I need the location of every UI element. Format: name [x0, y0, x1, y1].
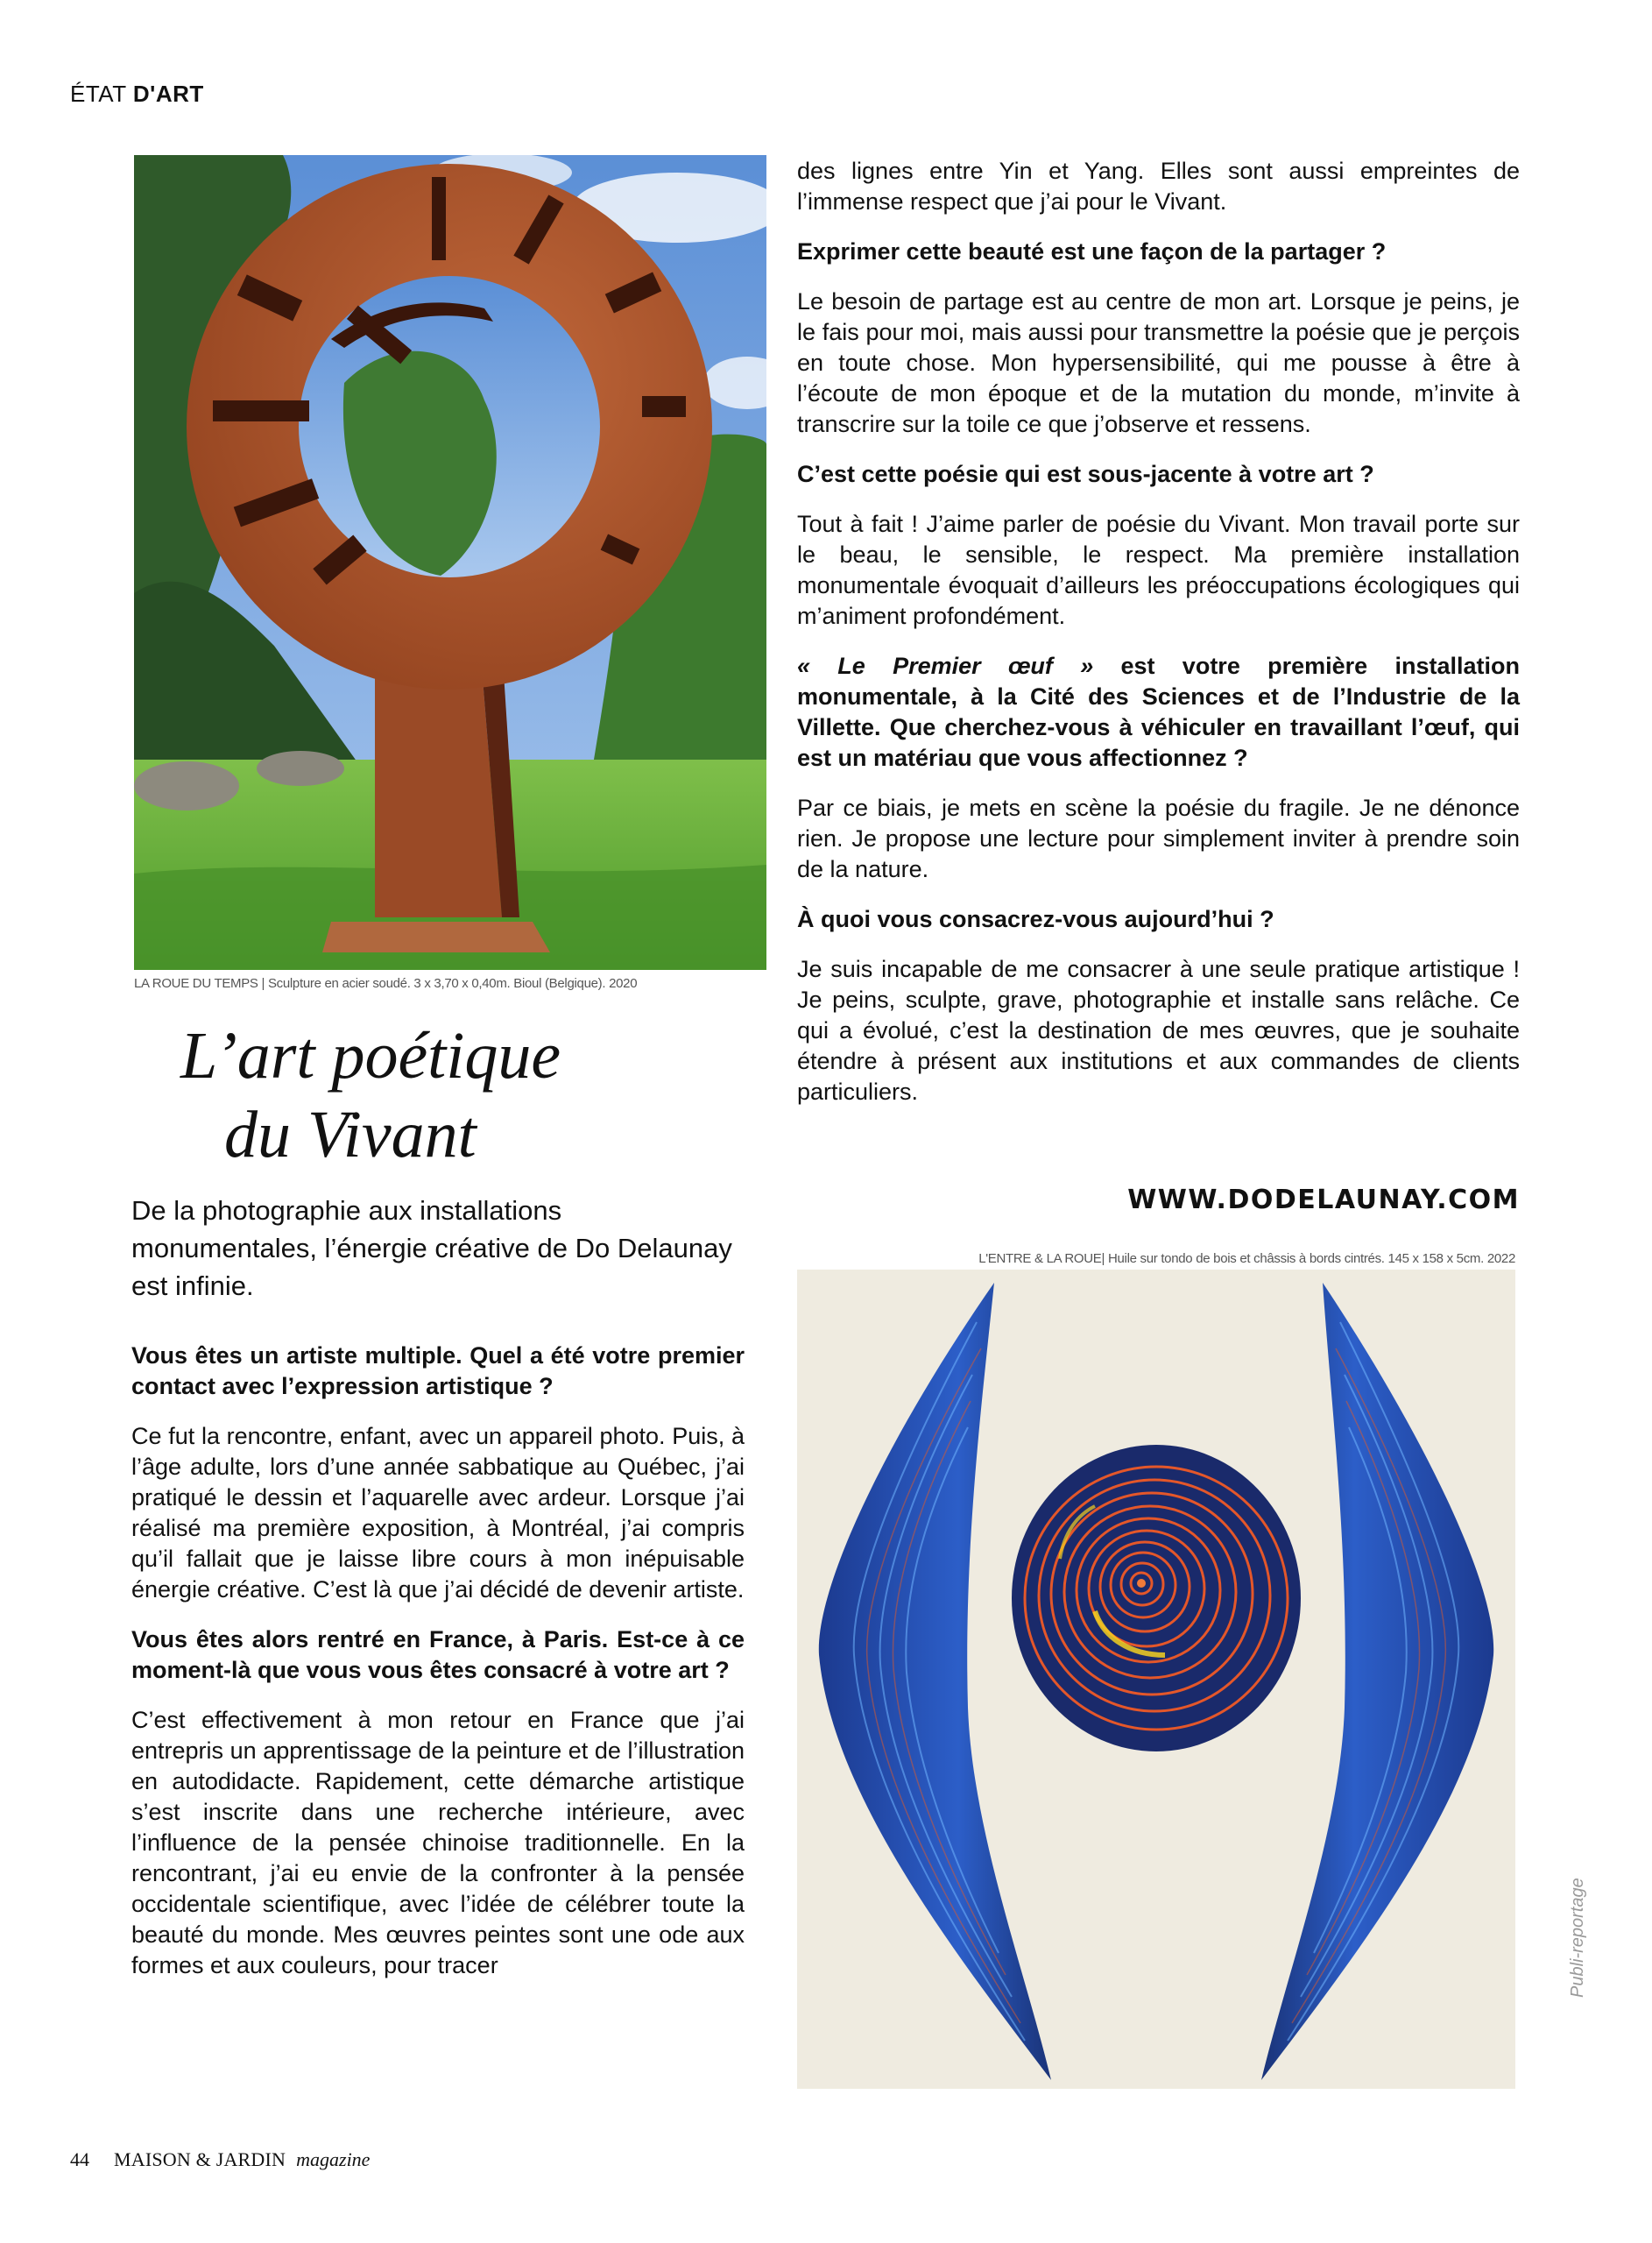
- rock: [257, 751, 344, 786]
- title-line-1: L’art poétique: [180, 1019, 561, 1093]
- page-number: 44: [70, 2148, 89, 2170]
- section-label-bold: D'ART: [132, 81, 204, 107]
- answer: Le besoin de partage est au centre de mon art. Lorsque je peins, je le fais pour moi, mais aussi pour transmettre la poésie que je perçois en toute chose. Mon hypersensibilité, qui me pousse à être à l’écoute de mon époque et de la mutation du monde, m’invite à transcrire sur la toile ce que j’observe et ressens.: [797, 288, 1520, 437]
- question: C’est cette poésie qui est sous-jacente à votre art ?: [797, 461, 1374, 487]
- answer: Ce fut la rencontre, enfant, avec un appareil photo. Puis, à l’âge adulte, lors d’une année sabbatique au Québec, j’ai pratiqué le dessin et l’aquarelle avec ardeur. Lorsque j’ai réalisé ma première exposition, à Montréal, j’ai compris qu’il fallait que je laisse libre cours à mon inépuisable énergie créative. C’est là que j’ai décidé de devenir artiste.: [131, 1423, 745, 1603]
- question: À quoi vous consacrez-vous aujourd’hui ?: [797, 906, 1274, 932]
- sculpture-photo: [134, 155, 766, 970]
- magazine-brand: MAISON & JARDIN: [114, 2148, 286, 2170]
- title-line-2: du Vivant: [224, 1098, 477, 1171]
- sculpture-caption: LA ROUE DU TEMPS | Sculpture en acier soudé. 3 x 3,70 x 0,40m. Bioul (Belgique). 2020: [134, 976, 638, 991]
- publi-reportage-label: Publi-reportage: [1568, 1878, 1587, 1998]
- question: Vous êtes alors rentré en France, à Paris. Est-ce à ce moment-là que vous vous êtes consacré à votre art ?: [131, 1626, 745, 1683]
- answer: C’est effectivement à mon retour en France que j’ai entrepris un apprentissage de la peinture et de l’illustration en autodidacte. Rapidement, cette démarche artistique s’est inscrite dans une recherche intérieure, avec l’influence de la pensée chinoise traditionnelle. En la rencontrant, j’ai eu envie de la confronter à la pensée occidentale scientifique, avec l’idée de célébrer toute la beauté du monde. Mes œuvres peintes sont une ode aux formes et aux couleurs, pour tracer: [131, 1707, 745, 1978]
- article-title: [123, 1016, 771, 1174]
- page-footer: [70, 2148, 370, 2171]
- answer: Par ce biais, je mets en scène la poésie du fragile. Je ne dénonce rien. Je propose une lecture pour simplement inviter à prendre soin de la nature.: [797, 795, 1520, 882]
- question: Exprimer cette beauté est une façon de la partager ?: [797, 238, 1387, 265]
- section-label-light: ÉTAT: [70, 81, 127, 107]
- right-column: [797, 156, 1520, 1127]
- painting-illustration: [797, 1270, 1515, 2089]
- answer: Tout à fait ! J’aime parler de poésie du Vivant. Mon travail porte sur le beau, le sensible, le respect. Ma première installation monumentale évoquait d’ailleurs les préoccupations écologiques qui m’animent profondément.: [797, 511, 1520, 629]
- magazine-suffix: magazine: [296, 2148, 371, 2170]
- question-rest: est votre première installation monumentale, à la Cité des Sciences et de l’Industrie de la Villette. Que cherchez-vous à véhiculer en travaillant l’œuf, qui est un matériau que vous affectionnez ?: [797, 653, 1520, 771]
- question: Vous êtes un artiste multiple. Quel a été votre premier contact avec l’expression artistique ?: [131, 1342, 745, 1399]
- painting-caption: L'ENTRE & LA ROUE| Huile sur tondo de bois et châssis à bords cintrés. 145 x 158 x 5cm. 2022: [978, 1251, 1515, 1266]
- sculpture-base-plate: [322, 922, 550, 952]
- answer: Je suis incapable de me consacrer à une seule pratique artistique ! Je peins, sculpte, grave, photographie et installe sans relâche. Ce qui a évolué, c’est la destination de mes œuvres, que je souhaite étendre à présent aux institutions et aux commandes de clients particuliers.: [797, 956, 1520, 1105]
- question: [797, 651, 1520, 774]
- standfirst: De la photographie aux installations monumentales, l’énergie créative de Do Delaunay est infinie.: [131, 1195, 732, 1301]
- sculpture-illustration: [134, 155, 766, 970]
- question-italic-lead: « Le Premier œuf »: [797, 653, 1094, 679]
- section-label: [70, 81, 204, 108]
- left-column: [131, 1341, 745, 2000]
- answer: des lignes entre Yin et Yang. Elles sont aussi empreintes de l’immense respect que j’ai pour le Vivant.: [797, 158, 1520, 215]
- tondo-center: [1137, 1579, 1146, 1588]
- rock: [134, 761, 239, 810]
- website-link[interactable]: WWW.DODELAUNAY.COM: [1127, 1185, 1520, 1215]
- painting-photo: [797, 1270, 1515, 2089]
